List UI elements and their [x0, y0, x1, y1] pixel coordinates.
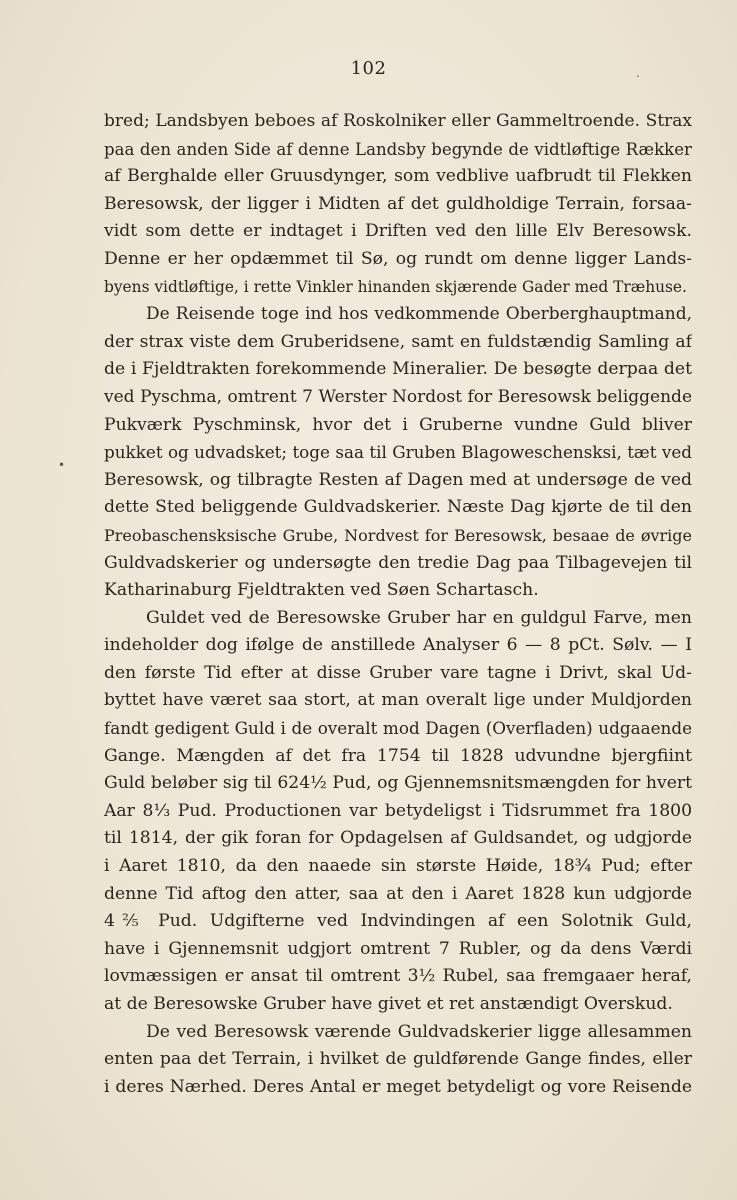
text-line: Katharinaburg Fjeldtrakten ved Søen Schartasch. [104, 580, 539, 601]
text-line: Aar 8⅓ Pud. Productionen var betydeligst i Tidsrummet fra 1800 [104, 800, 692, 821]
text-line: vidt som dette er indtaget i Driften ved den lille Elv Beresowsk. [104, 221, 692, 242]
text-line: byens vidtløftige, i rette Vinkler hinanden skjærende Gader med Træhuse. [104, 277, 687, 296]
text-line: De ved Beresowsk værende Guldvadskerier ligge allesammen [146, 1021, 692, 1042]
text-line: Guldet ved de Beresowske Gruber har en guldgul Farve, men [146, 607, 692, 628]
text-line: Pukværk Pyschminsk, hvor det i Gruberne vundne Guld bliver [104, 414, 692, 435]
text-line: dette Sted beliggende Guldvadskerier. Næste Dag kjørte de til den [104, 497, 692, 518]
text-line: have i Gjennemsnit udgjort omtrent 7 Rubler, og da dens Værdi [104, 938, 692, 959]
text-line: af Berghalde eller Gruusdynger, som vedblive uafbrudt til Flekken [104, 166, 692, 187]
text-line: byttet have været saa stort, at man overalt lige under Muldjorden [104, 690, 692, 711]
text-line: i Aaret 1810, da den naaede sin største Høide, 18¾ Pud; efter [104, 856, 692, 877]
text-line: i deres Nærhed. Deres Antal er meget betydeligt og vore Reisende [104, 1076, 692, 1097]
text-line: pukket og udvadsket; toge saa til Gruben Blagoweschensksi, tæt ved [104, 442, 692, 463]
text-line: Preobaschensksische Grube, Nordvest for Beresowsk, besaae de øvrige [104, 525, 692, 545]
body-text [104, 108, 692, 1101]
text-line: til 1814, der gik foran for Opdagelsen af Guldsandet, og udgjorde [104, 828, 692, 849]
text-line: denne Tid aftog den atter, saa at den i Aaret 1828 kun udgjorde [104, 883, 692, 904]
text-line: Denne er her opdæmmet til Sø, og rundt om denne ligger Lands- [104, 248, 692, 269]
text-line: lovmæssigen er ansat til omtrent 3½ Rubel, saa fremgaaer heraf, [104, 966, 692, 987]
text-line: paa den anden Side af denne Landsby begynde de vidtløftige Rækker [104, 139, 692, 159]
text-line: de i Fjeldtrakten forekommende Mineralier. De besøgte derpaa det [104, 359, 692, 380]
speck-mark: . [636, 66, 640, 80]
text-line: indeholder dog ifølge de anstillede Analyser 6 — 8 pCt. Sølv. — I [104, 635, 692, 656]
text-line: Guldvadskerier og undersøgte den tredie Dag paa Tilbagevejen til [104, 552, 692, 573]
bullet-mark: • [58, 458, 66, 472]
text-line: bred; Landsbyen beboes af Roskolniker eller Gammeltroende. Strax [104, 111, 692, 131]
text-line: der strax viste dem Gruberidsene, samt en fuldstændig Samling af [104, 331, 692, 352]
text-line: Beresowsk, og tilbragte Resten af Dagen med at undersøge de ved [104, 469, 692, 490]
text-line: De Reisende toge ind hos vedkommende Oberberghauptmand, [146, 304, 692, 325]
text-line: fandt gedigent Guld i de overalt mod Dagen (Overfladen) udgaaende [104, 718, 692, 739]
text-line: 4⅖ Pud. Udgifterne ved Indvindingen af een Solotnik Guld, [104, 911, 692, 932]
text-line: at de Beresowske Gruber have givet et ret anstændigt Overskud. [104, 994, 673, 1014]
page-number: 102 [350, 58, 387, 79]
text-line: ved Pyschma, omtrent 7 Werster Nordost for Beresowsk beliggende [104, 386, 692, 407]
text-line: enten paa det Terrain, i hvilket de guldførende Gange findes, eller [104, 1049, 692, 1070]
text-line: Gange. Mængden af det fra 1754 til 1828 udvundne bjergfiint [104, 745, 692, 766]
text-line: den første Tid efter at disse Gruber vare tagne i Drivt, skal Ud- [104, 662, 692, 683]
text-line: Guld beløber sig til 624½ Pud, og Gjennemsnitsmængden for hvert [104, 773, 692, 794]
text-line: Beresowsk, der ligger i Midten af det guldholdige Terrain, forsaa- [104, 193, 692, 214]
